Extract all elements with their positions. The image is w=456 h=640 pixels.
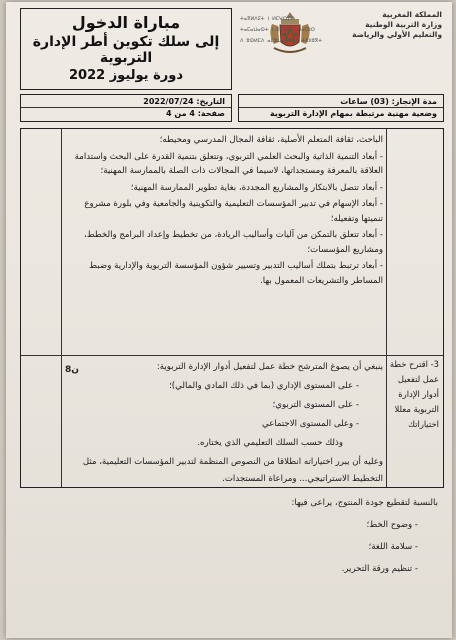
ministry-line: المملكة المغربية	[382, 10, 442, 19]
duration-subject-box	[238, 94, 444, 122]
paragraph: بالنسبة لتقطيع جودة المنتوج، يراعى فيها:	[291, 498, 438, 508]
answer-guidelines	[71, 359, 383, 490]
exam-subject: وضعية مهنية مرتبطة بمهام الإدارة التربوية	[270, 109, 437, 118]
answer-table	[20, 128, 444, 488]
paragraph: - أبعاد التنمية الذاتية والبحث العلمي التربوي، وتتعلق بتنمية القدرة على البحث واستدامة العلاقة بالمعرفة ومستجداتها، لاسيما في المجالات ذات الصلة بالممارسة المهنية؛	[74, 151, 383, 176]
paragraph: الباحث، ثقافة المتعلم الأصلية، ثقافة المجال المدرسي ومحيطه؛	[159, 135, 383, 145]
tifinagh-header	[240, 14, 330, 47]
paragraph: - وضوح الخط؛	[366, 520, 418, 530]
question-label: 3- اقترح خطة عمل لتفعيل أدوار الإدارة التربوية معللا اختياراتك	[389, 359, 439, 429]
date-page-box	[20, 94, 232, 122]
dimensions-list	[71, 133, 383, 290]
page-number: صفحة: 4 من 4	[166, 109, 225, 118]
paragraph: - أبعاد الإسهام في تدبير المؤسسات التعليمية والتكوينية والجامعية وفي بلورة مشروع تنميتها وتفعيله؛	[84, 199, 383, 224]
paragraph: - على المستوى التربوي؛	[272, 400, 359, 410]
tifinagh-line: ⵜⴰⵎⴰⵡⴰⵙⵜ ⵏ ⵓⵙⴳⵎⵉ ⴰⵏⴰⵎⵓⵔ	[240, 27, 316, 33]
tifinagh-line: ⵜⴰⴳⵍⴷⵉⵜ ⵏ ⵍⵎⵖⵔⵉⴱ	[240, 16, 295, 22]
tifinagh-line: ⴷ ⵓⵙⵍⵎⴷ ⴰⵎⵣⵡⴰⵔⵓ ⴷ ⵜⵓⵏⵏⵓⴳⵜ	[240, 38, 322, 44]
exam-session: دورة يوليوز 2022	[68, 68, 183, 83]
exam-duration: مدة الإنجاز: (03) ساعات	[340, 97, 437, 106]
paragraph: - أبعاد تتعلق بالتمكن من آليات وأساليب الريادة، من تخطيط وإعداد البرامج والخطط، ومشاريع المؤسسات؛	[83, 230, 383, 255]
exam-date: التاريخ: 2022/07/24	[143, 97, 225, 106]
paragraph: - وعلى المستوى الاجتماعي	[261, 419, 359, 429]
paragraph: - أبعاد تتصل بالابتكار والمشاريع المجددة، بغاية تطوير الممارسة المهنية؛	[130, 182, 383, 193]
quality-criteria	[18, 492, 438, 580]
exam-title-box	[20, 8, 232, 90]
exam-page	[6, 2, 452, 638]
paragraph: - على المستوى الإداري (بما في ذلك المادي والمالي)؛	[169, 381, 359, 391]
ministry-line: والتعليم الأولي والرياضة	[352, 30, 442, 39]
ministry-line: وزارة التربية الوطنية	[365, 20, 442, 29]
paragraph: - سلامة اللغة؛	[368, 542, 418, 552]
paragraph: وذلك حسب السلك التعليمي الذي يختاره.	[197, 438, 343, 448]
exam-title: مباراة الدخول	[71, 13, 181, 32]
paragraph: ينبغي أن يصوغ المترشح خطة عمل لتفعيل أدوار الإدارة التربوية:	[156, 362, 383, 372]
paragraph: وعليه أن يبرر اختياراته انطلاقا من النصوص المنظمة لتدبير المؤسسات التعليمية، مثل التخطيط الاستراتيجي... ومراعاة المستجدات.	[82, 457, 383, 484]
paragraph: - أبعاد ترتبط بتملك أساليب التدبير وتسيير شؤون المؤسسة التربوية والإدارية وضبط المساطر والتشريعات المعمول بها.	[89, 261, 383, 286]
paragraph: - تنظيم ورقة التحرير.	[341, 564, 418, 574]
ministry-header	[332, 10, 442, 40]
exam-subtitle: إلى سلك تكوين أطر الإدارة التربوية	[32, 34, 220, 66]
question-points: 8ن	[65, 365, 79, 375]
